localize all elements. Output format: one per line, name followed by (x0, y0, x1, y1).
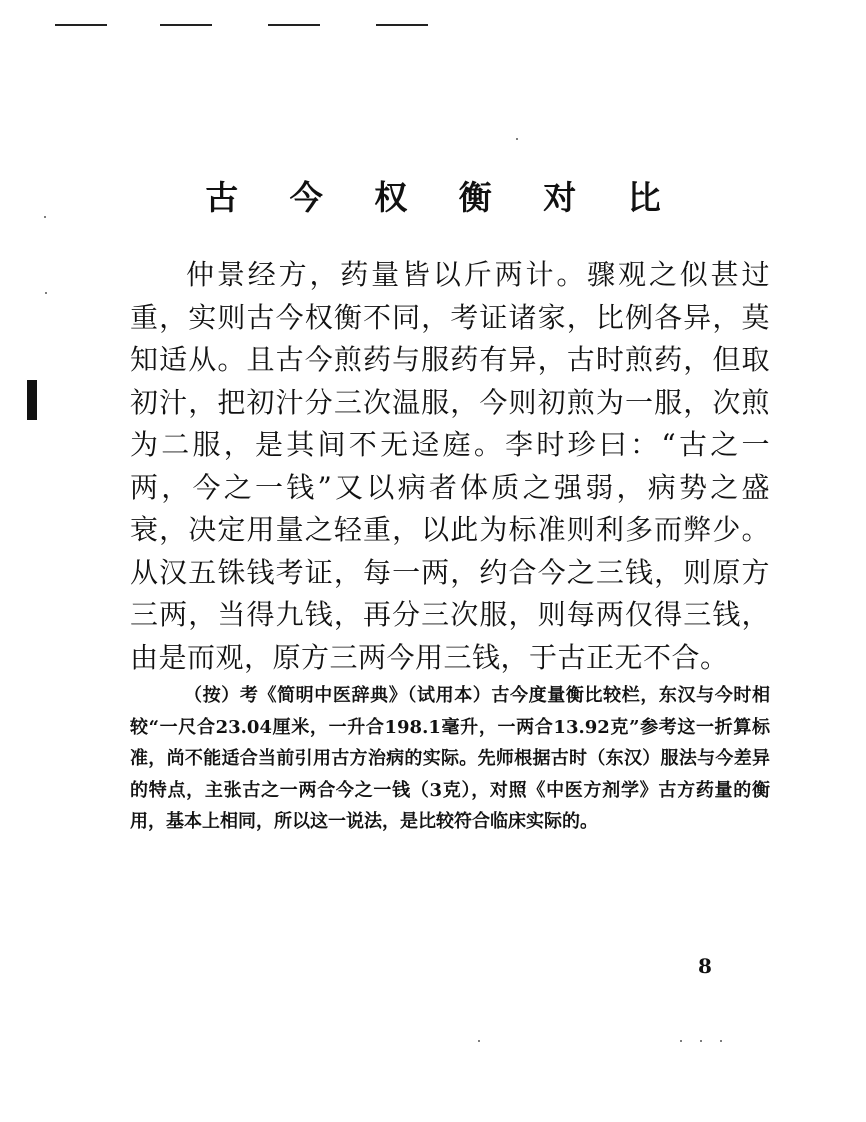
note-paragraph: （按）考《简明中医辞典》（试用本）古今度量衡比较栏，东汉与今时相较“一尺合23.04厘米，一升合198.1毫升，一两合13.92克”参考这一折算标准，尚不能适合当前引用古方治病的实际。先师根据古时（东汉）服法与今差异的特点，主张古之一两合今之一钱（3克），对照《中医方剂学》古方药量的衡用，基本上相同，所以这一说法，是比较符合临床实际的。 (130, 685, 770, 832)
scan-speck (516, 138, 518, 140)
scan-speck (700, 1040, 702, 1042)
main-text-block (130, 254, 770, 679)
scan-speck (680, 1040, 682, 1042)
scan-speck (478, 1040, 480, 1042)
note-text-block (130, 680, 770, 838)
scan-speck (45, 292, 47, 294)
top-rule-4 (376, 24, 428, 26)
top-rule-1 (55, 24, 107, 26)
binding-mark (27, 380, 37, 420)
page-title: 古 今 权 衡 对 比 (205, 178, 681, 217)
page-number: 8 (698, 954, 712, 978)
top-rule-3 (268, 24, 320, 26)
top-rule-2 (160, 24, 212, 26)
body-paragraph: 仲景经方，药量皆以斤两计。骤观之似甚过重，实则古今权衡不同，考证诸家，比例各异，莫知适从。且古今煎药与服药有异，古时煎药，但取初汁，把初汁分三次温服，今则初煎为一服，次煎为二服，是其间不无迳庭。李时珍曰：“古之一两，今之一钱”又以病者体质之强弱，病势之盛衰，决定用量之轻重，以此为标准则利多而弊少。从汉五铢钱考证，每一两，约合今之三钱，则原方三两，当得九钱，再分三次服，则每两仅得三钱，由是而观，原方三两今用三钱，于古正无不合。 (130, 258, 770, 674)
scan-speck (720, 1040, 722, 1042)
